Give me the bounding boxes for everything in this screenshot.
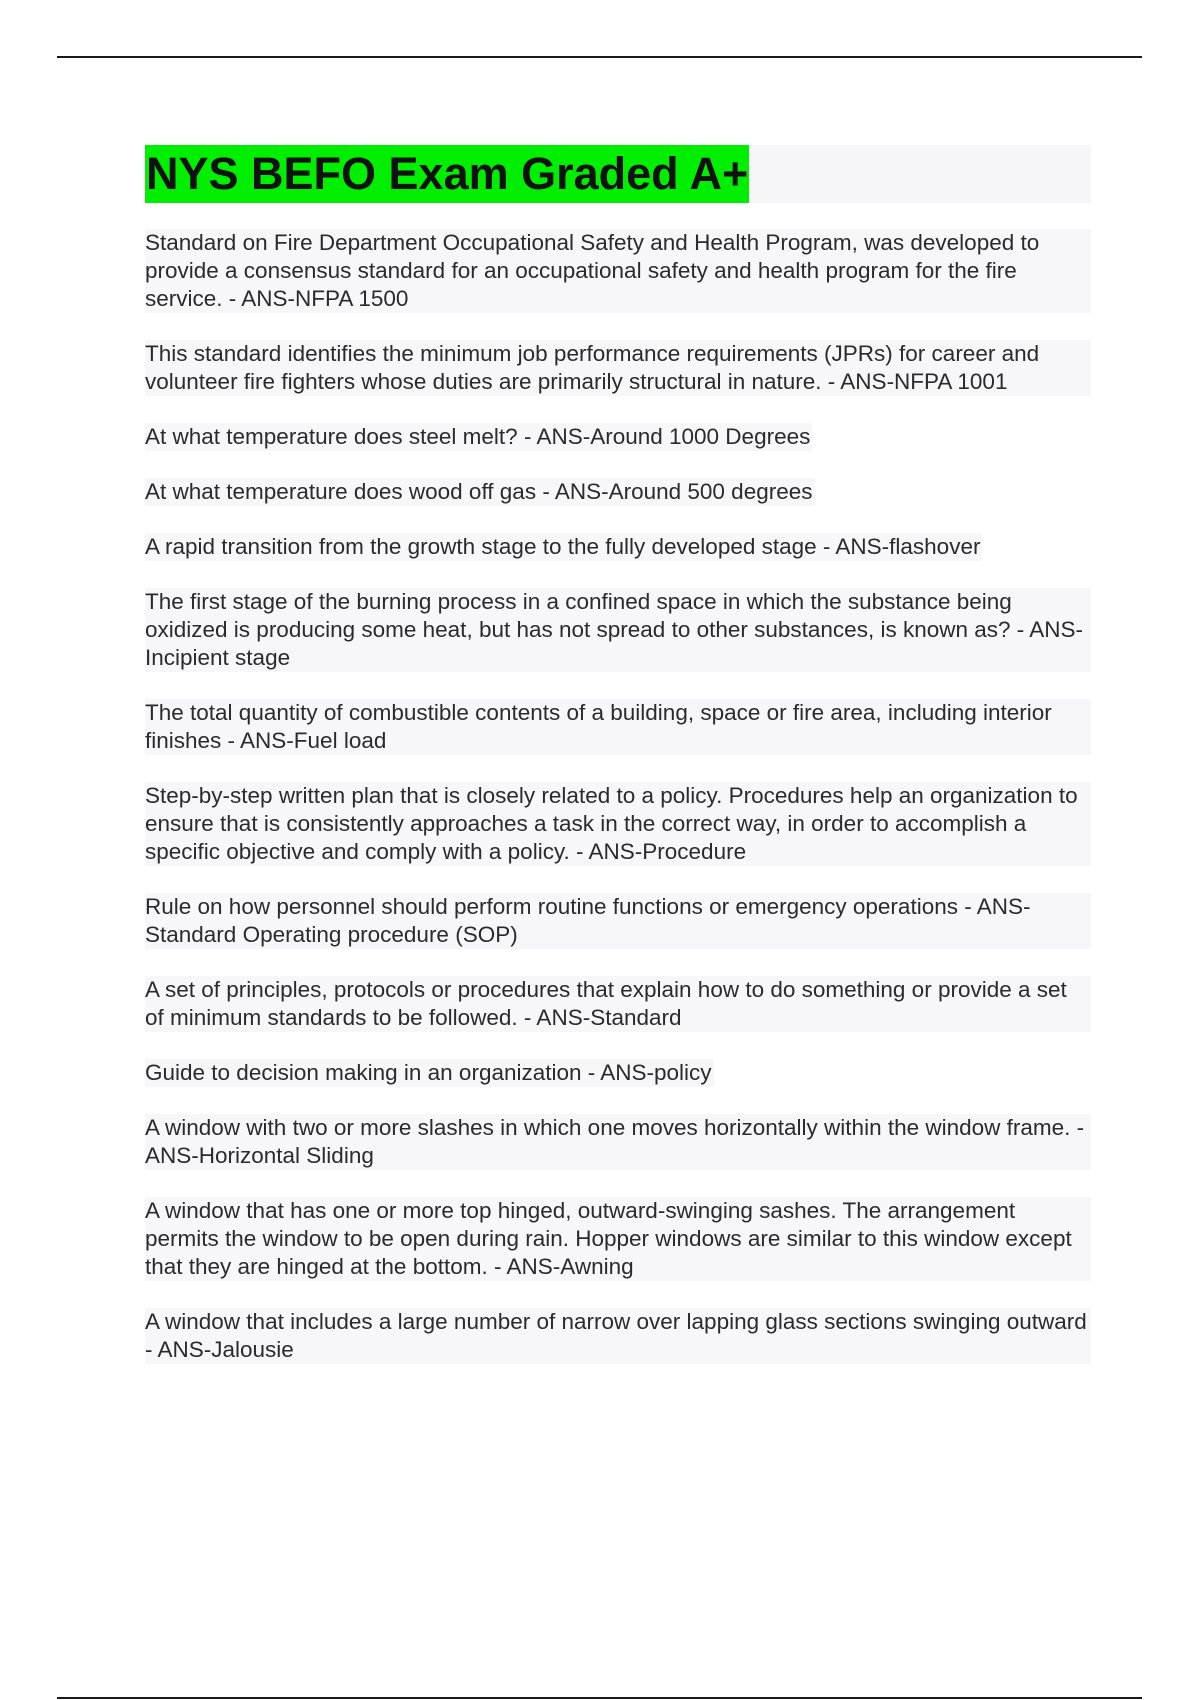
qa-item: A window that includes a large number of narrow over lapping glass sections swinging outward - ANS-Jalousie (145, 1308, 1091, 1364)
qa-item: At what temperature does steel melt? - ANS-Around 1000 Degrees (145, 424, 811, 449)
qa-item: A set of principles, protocols or procedures that explain how to do something or provide a set of minimum standards to be followed. - ANS-Standard (145, 976, 1091, 1032)
page-content (145, 145, 1091, 1391)
qa-item: A window that has one or more top hinged, outward-swinging sashes. The arrangement permits the window to be open during rain. Hopper windows are similar to this window except that they are hinged at the bottom. - ANS-Awning (145, 1197, 1091, 1281)
qa-item: At what temperature does wood off gas - ANS-Around 500 degrees (145, 479, 813, 504)
qa-item: This standard identifies the minimum job performance requirements (JPRs) for career and volunteer fire fighters whose duties are primarily structural in nature. - ANS-NFPA 1001 (145, 340, 1091, 396)
header-rule (57, 56, 1142, 58)
qa-item: The total quantity of combustible contents of a building, space or fire area, including interior finishes - ANS-Fuel load (145, 699, 1091, 755)
qa-item: Standard on Fire Department Occupational Safety and Health Program, was developed to provide a consensus standard for an occupational safety and health program for the fire service. - ANS-NFPA 1500 (145, 229, 1091, 313)
qa-item: The first stage of the burning process in a confined space in which the substance being oxidized is producing some heat, but has not spread to other substances, is known as? - ANS-Incipient stage (145, 588, 1091, 672)
qa-item: Rule on how personnel should perform routine functions or emergency operations - ANS-Standard Operating procedure (SOP) (145, 893, 1091, 949)
document-title: NYS BEFO Exam Graded A+ (145, 145, 749, 203)
footer-rule (57, 1697, 1142, 1699)
qa-item: A window with two or more slashes in which one moves horizontally within the window frame. - ANS-Horizontal Sliding (145, 1114, 1091, 1170)
qa-item: A rapid transition from the growth stage to the fully developed stage - ANS-flashover (145, 534, 981, 559)
qa-item: Step-by-step written plan that is closely related to a policy. Procedures help an organization to ensure that is consistently approaches a task in the correct way, in order to accomplish a specific objective and comply with a policy. - ANS-Procedure (145, 782, 1091, 866)
title-bar (145, 145, 1091, 203)
qa-item: Guide to decision making in an organization - ANS-policy (145, 1060, 712, 1085)
